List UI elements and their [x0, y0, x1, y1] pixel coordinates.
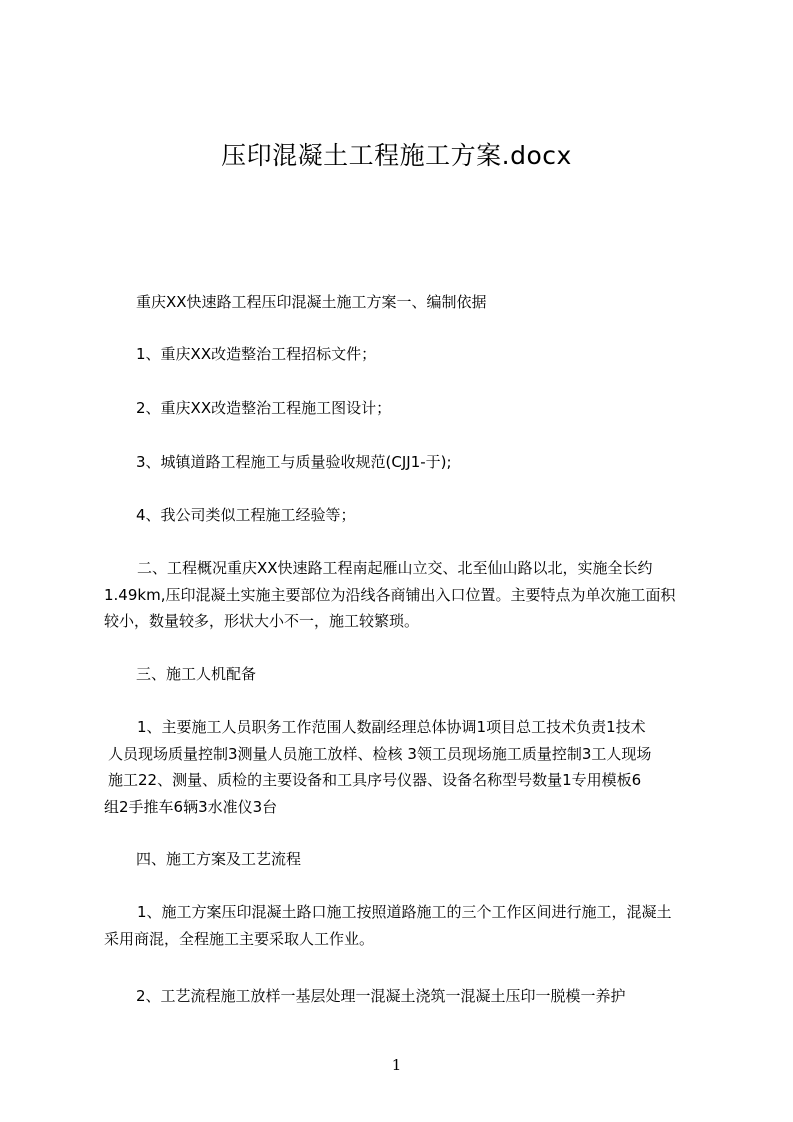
- paragraph-basis-item-3: [136, 449, 740, 476]
- text-line: 施工22、测量、质检的主要设备和工具序号仪器、设备名称型号数量1专用模板6: [108, 771, 642, 789]
- text-line: 重庆XX快速路工程压印混凝土施工方案一、编制依据: [136, 293, 487, 311]
- paragraph-method-plan: [104, 899, 708, 952]
- text-line: 采用商混，全程施工主要采取人工作业。: [104, 929, 375, 948]
- paragraph-staffing-details: [104, 714, 708, 820]
- paragraph-basis-item-2: [136, 395, 740, 422]
- text-line: 1.49km,压印混凝土实施主要部位为沿线各商铺出入口位置。主要特点为单次施工面积: [104, 585, 676, 604]
- text-line: 二、工程概况重庆XX快速路工程南起雁山立交、北至仙山路以北，实施全长约: [137, 559, 653, 577]
- text-line: 1、重庆XX改造整治工程招标文件；: [136, 345, 377, 363]
- paragraph-basis-heading: [136, 289, 740, 316]
- text-line: 四、施工方案及工艺流程: [136, 850, 302, 868]
- paragraph-staffing-heading: [136, 661, 740, 688]
- text-line: 1、主要施工人员职务工作范围人数副经理总体协调1项目总工技术负责1技术: [137, 718, 646, 736]
- text-line: 2、重庆XX改造整治工程施工图设计；: [136, 399, 392, 417]
- text-line: 三、施工人机配备: [136, 665, 257, 683]
- text-line: 人员现场质量控制3测量人员施工放样、检核 3领工员现场施工质量控制3工人现场: [108, 744, 652, 763]
- paragraph-process-flow: [136, 983, 740, 1010]
- text-line: 组2手推车6辆3水准仪3台: [104, 797, 278, 816]
- paragraph-method-heading: [136, 846, 740, 873]
- text-line: 4、我公司类似工程施工经验等；: [136, 506, 356, 524]
- paragraph-basis-item-4: [136, 502, 740, 529]
- text-line: 3、城镇道路工程施工与质量验收规范(CJJ1-于);: [136, 453, 452, 471]
- text-line: 较小，数量较多，形状大小不一，施工较繁琐。: [104, 612, 420, 630]
- paragraph-project-overview: [104, 555, 708, 635]
- text-line: 1、施工方案压印混凝土路口施工按照道路施工的三个工作区间进行施工，混凝土: [137, 903, 672, 921]
- page-number: 1: [391, 1056, 402, 1074]
- text-line: 2、工艺流程施工放样一基层处理一混凝土浇筑一混凝土压印一脱模一养护: [136, 987, 626, 1005]
- document-title: 压印混凝土工程施工方案.docx: [221, 141, 572, 170]
- paragraph-basis-item-1: [136, 341, 740, 368]
